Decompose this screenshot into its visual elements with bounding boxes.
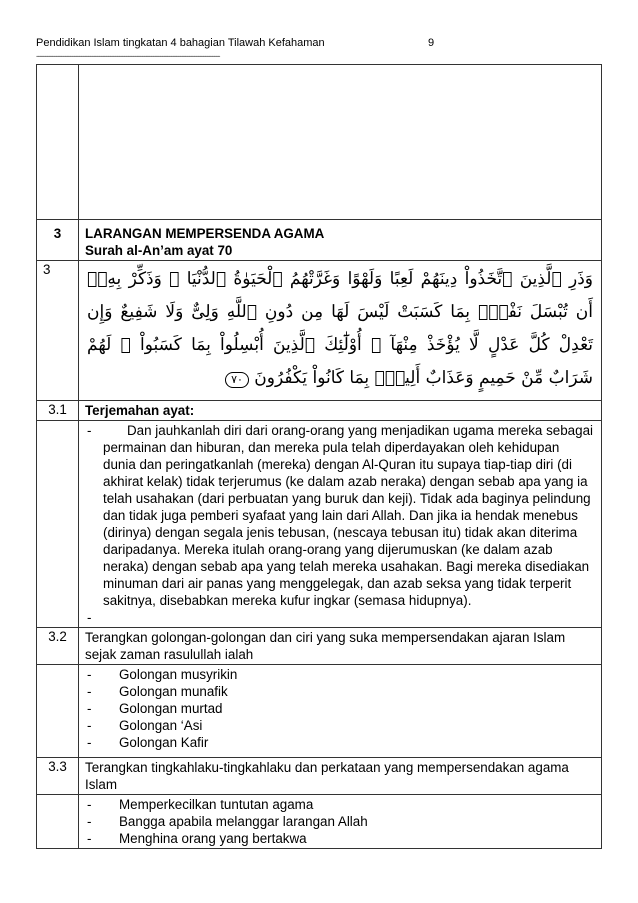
section-heading: LARANGAN MEMPERSENDA AGAMA (85, 226, 325, 241)
list-dash: - (87, 423, 92, 438)
answer-list (85, 666, 595, 751)
section-subheading: Surah al-An’am ayat 70 (85, 243, 233, 258)
question-3-1-row (37, 401, 602, 421)
header-rule: ------------------------------------------------------------------------------------------------------ (36, 51, 220, 61)
arabic-verse-row (37, 261, 602, 401)
arabic-verse (79, 261, 601, 399)
section-number: 3 (37, 220, 79, 261)
question-3-3-row (37, 758, 602, 795)
list-item: - Memperkecilkan tuntutan agama (87, 797, 314, 812)
list-item: - Bangga apabila melanggar larangan Allah (87, 814, 368, 829)
question-text: Terangkan golongan-golongan dan ciri yang suka mempersendakan ajaran Islam sejak zaman rasulullah ialah (79, 628, 602, 665)
content-table (36, 64, 602, 849)
translation-paragraph (85, 422, 595, 609)
list-item: - Menghina orang yang bertakwa (87, 831, 307, 846)
list-item: - Golongan Kafir (87, 735, 209, 750)
question-number: 3.3 (37, 758, 79, 795)
question-text: Terangkan tingkahlaku-tingkahlaku dan perkataan yang mempersendakan agama Islam (79, 758, 602, 795)
answer-3-2-row (37, 665, 602, 758)
section-heading-row (37, 220, 602, 261)
ayah-number-mark: ٧٠ (225, 372, 249, 388)
translation-label: Terjemahan ayat: (79, 401, 602, 421)
answer-list (85, 796, 595, 847)
list-item: - Golongan murtad (87, 701, 223, 716)
question-number: 3.1 (37, 401, 79, 421)
answer-3-3-row (37, 795, 602, 849)
empty-row (37, 65, 602, 220)
arabic-row-number: 3 (37, 261, 79, 401)
arabic-verse-text: وَذَرِ ٱلَّذِينَ ٱتَّخَذُواْ دِينَهُمْ لَعِبًا وَلَهْوًا وَغَرَّتْهُمُ ٱلْحَيَوٰةُ ٱلدُّنْيَا ۚ وَذَكِّرْ بِهِۦٓ أَن تُبْسَلَ نَفْسٌۢ بِمَا كَسَبَتْ لَيْسَ لَهَا مِن دُونِ ٱللَّهِ وَلِىٌّ وَلَا شَفِيعٌ وَإِن تَعْدِلْ كُلَّ عَدْلٍ لَّا يُؤْخَذْ مِنْهَآ ۗ أُوْلَٰٓئِكَ ٱلَّذِينَ أُبْسِلُواْ بِمَا كَسَبُواْ ۖ لَهُمْ شَرَابٌ مِّنْ حَمِيمٍ وَعَذَابٌ أَلِيمٌۢ بِمَا كَانُواْ يَكْفُرُونَ (87, 269, 593, 388)
question-number: 3.2 (37, 628, 79, 665)
trailing-dash: - (87, 610, 92, 625)
list-item: - Golongan munafik (87, 684, 228, 699)
list-item: - Golongan musyrikin (87, 667, 238, 682)
translation-row (37, 421, 602, 628)
page-number: 9 (428, 37, 435, 49)
list-item: - Golongan ‘Asi (87, 718, 203, 733)
question-3-2-row (37, 628, 602, 665)
translation-text: Dan jauhkanlah diri dari orang-orang yang menjadikan ugama mereka sebagai permainan dan hiburan, dan mereka pula telah diperdayakan oleh kehidupan dunia dan peringatkanlah (mereka) dengan Al-Quran itu supaya tiap-tiap diri (di akhirat kelak) tidak terjerumus (ke dalam azab neraka) dengan sebab apa yang ia telah usahakan (dari perbuatan yang buruk dan keji). Tidak ada baginya pelindung dan tidak juga pemberi syafaat yang lain dari Allah. Dan jika ia hendak menebus (dirinya) dengan segala jenis tebusan, (nescaya tebusan itu) tidak akan diterima daripadanya. Mereka itulah orang-orang yang dijerumuskan (ke dalam azab neraka) dengan sebab apa yang telah mereka usahakan. Bagi mereka disediakan minuman dari air panas yang menggelegak, dan azab seksa yang tidak terperit sakitnya, disebabkan mereka kufur ingkar (semasa hidupnya). (103, 423, 593, 608)
document-title: Pendidikan Islam tingkatan 4 bahagian Tilawah Kefahaman (36, 37, 325, 49)
